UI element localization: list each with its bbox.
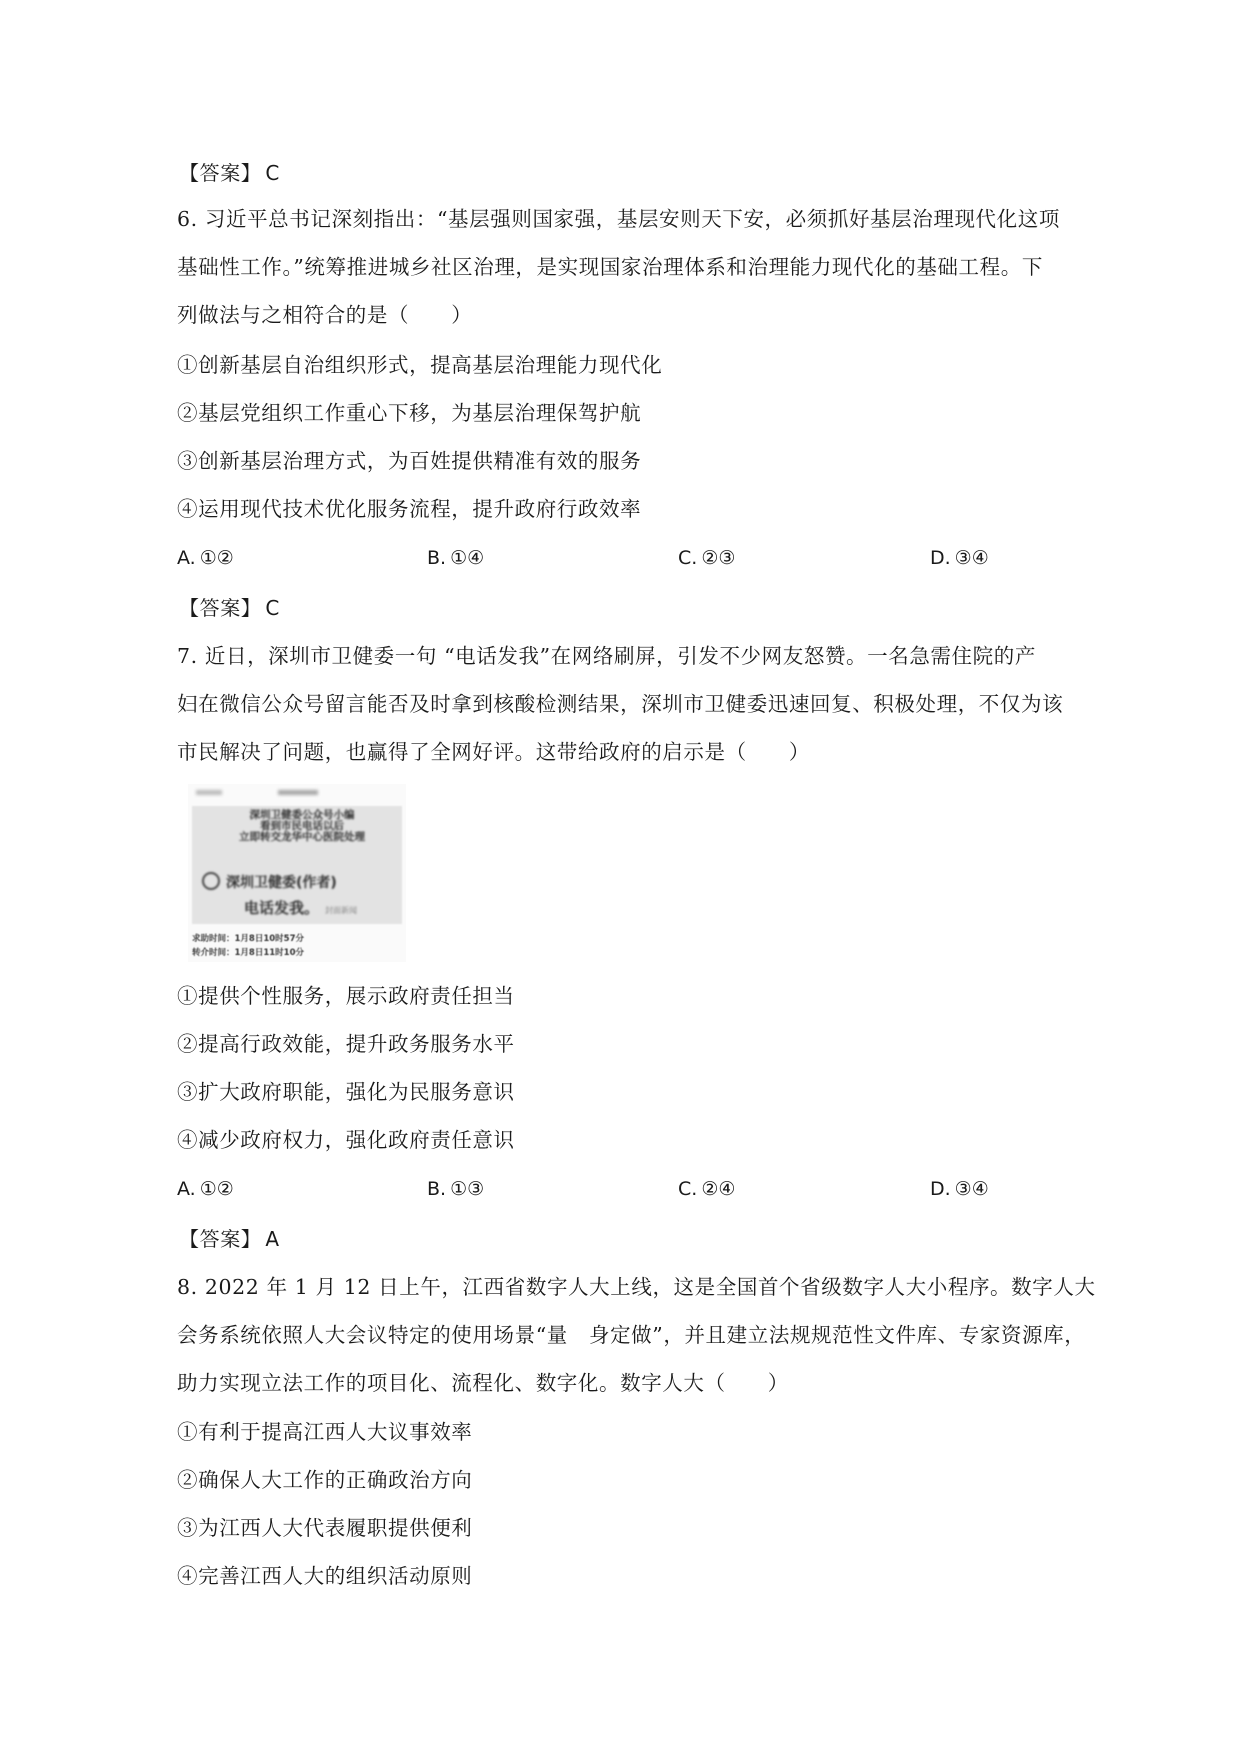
question-8-line-1: 8. 2022 年 1 月 12 日上午，江西省数字人大上线，这是全国首个省级数字人大小程序。数字人大 (177, 1275, 1096, 1299)
question-7-choice-c: C. ②④ (678, 1178, 736, 1200)
question-7-choice-a: A. ①② (177, 1178, 234, 1200)
question-7-option-4: ④减少政府权力，强化政府责任意识 (177, 1128, 515, 1152)
question-6-option-2: ②基层党组织工作重心下移，为基层治理保驾护航 (177, 401, 642, 425)
answer-value: C (265, 161, 280, 185)
question-6-choice-c: C. ②③ (678, 547, 736, 569)
weibo-logo-icon (202, 872, 220, 890)
question-7-choice-b: B. ①③ (427, 1178, 485, 1200)
answer-label: 【答案】 (179, 596, 262, 620)
image-top-bar (188, 784, 406, 800)
image-headline: 深圳卫健委公众号小编 看到市民电话以后 立即转交龙华中心医院处理 (239, 809, 365, 843)
image-author-row: 深圳卫健委(作者) (202, 872, 402, 892)
question-7-line-2: 妇在微信公众号留言能否及时拿到核酸检测结果，深圳市卫健委迅速回复、积极处理，不仅为该 (177, 692, 1064, 716)
question-7-choice-d: D. ③④ (930, 1178, 989, 1200)
question-8-option-4: ④完善江西人大的组织活动原则 (177, 1564, 473, 1588)
answer-value: C (265, 596, 280, 620)
question-6-choice-a: A. ①② (177, 547, 234, 569)
question-6-line-3: 列做法与之相符合的是（ ） (177, 303, 473, 327)
question-6-choice-d: D. ③④ (930, 547, 989, 569)
news-screenshot-image (188, 784, 406, 962)
image-card (192, 806, 402, 924)
answer-value: A (265, 1227, 280, 1251)
answer-line (179, 594, 280, 622)
question-7-option-2: ②提高行政效能，提升政务服务水平 (177, 1032, 515, 1056)
question-6-line-2: 基础性工作。”统筹推进城乡社区治理，是实现国家治理体系和治理能力现代化的基础工程。下 (177, 255, 1043, 279)
question-8-option-1: ①有利于提高江西人大议事效率 (177, 1420, 473, 1444)
image-source: 封面新闻 (325, 906, 358, 915)
question-7-option-1: ①提供个性服务，展示政府责任担当 (177, 984, 515, 1008)
answer-line (179, 159, 280, 187)
question-8-line-3: 助力实现立法工作的项目化、流程化、数字化。数字人大（ ） (177, 1371, 789, 1395)
image-quote-row: 电话发我。 封面新闻 (244, 899, 358, 917)
answer-line (179, 1225, 280, 1253)
question-6-choice-b: B. ①④ (427, 547, 485, 569)
question-6-option-1: ①创新基层自治组织形式，提高基层治理能力现代化 (177, 353, 663, 377)
answer-label: 【答案】 (179, 1227, 262, 1251)
question-8-option-3: ③为江西人大代表履职提供便利 (177, 1516, 473, 1540)
image-meta-1: 求助时间：1月8日10时57分 (192, 934, 304, 944)
answer-label: 【答案】 (179, 161, 262, 185)
question-8-line-2: 会务系统依照人大会议特定的使用场景“量 身定做”，并且建立法规规范性文件库、专家资源库， (177, 1323, 1086, 1347)
question-7-option-3: ③扩大政府职能，强化为民服务意识 (177, 1080, 515, 1104)
question-6-line-1: 6. 习近平总书记深刻指出：“基层强则国家强，基层安则天下安，必须抓好基层治理现代化这项 (177, 207, 1060, 231)
question-7-line-3: 市民解决了问题，也赢得了全网好评。这带给政府的启示是（ ） (177, 740, 810, 764)
question-6-option-3: ③创新基层治理方式，为百姓提供精准有效的服务 (177, 449, 642, 473)
question-7-line-1: 7. 近日，深圳市卫健委一句 “电话发我”在网络刷屏，引发不少网友怒赞。一名急需住院的产 (177, 644, 1036, 668)
question-6-option-4: ④运用现代技术优化服务流程，提升政府行政效率 (177, 497, 642, 521)
image-meta-2: 转介时间：1月8日11时10分 (192, 948, 304, 958)
question-8-option-2: ②确保人大工作的正确政治方向 (177, 1468, 473, 1492)
